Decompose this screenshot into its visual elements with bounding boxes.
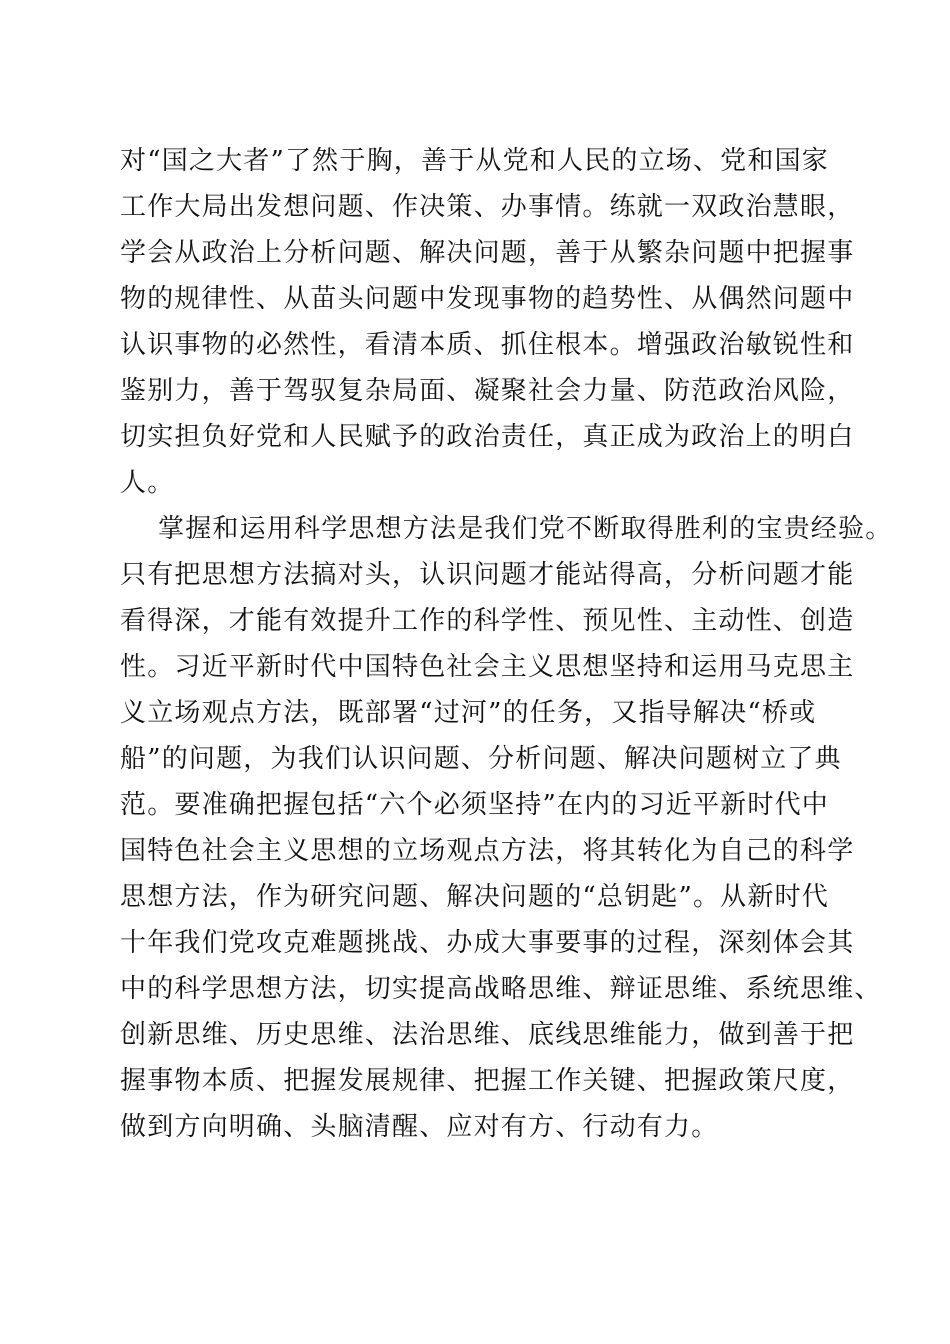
text-line: 义立场观点方法，既部署“过河”的任务，又指导解决“桥或 bbox=[120, 698, 817, 728]
text-line: 鉴别力，善于驾驭复杂局面、凝聚社会力量、防范政治风险， bbox=[120, 376, 855, 406]
text-line: 握事物本质、把握发展规律、把握工作关键、把握政策尺度， bbox=[120, 1066, 855, 1096]
text-line: 物的规律性、从苗头问题中发现事物的趋势性、从偶然问题中 bbox=[120, 284, 855, 314]
text-line: 只有把思想方法搞对头，认识问题才能站得高，分析问题才能 bbox=[120, 560, 855, 590]
text-line: 对“国之大者”了然于胸，善于从党和人民的立场、党和国家 bbox=[120, 146, 829, 176]
text-line: 创新思维、历史思维、法治思维、底线思维能力，做到善于把 bbox=[120, 1020, 855, 1050]
text-line: 中的科学思想方法，切实提高战略思维、辩证思维、系统思维、 bbox=[120, 974, 882, 1004]
text-line: 国特色社会主义思想的立场观点方法，将其转化为自己的科学 bbox=[120, 836, 855, 866]
text-line: 学会从政治上分析问题、解决问题，善于从繁杂问题中把握事 bbox=[120, 238, 855, 268]
paragraph-1 bbox=[120, 138, 855, 506]
document-body bbox=[120, 138, 893, 1150]
text-line: 思想方法，作为研究问题、解决问题的“总钥匙”。从新时代 bbox=[120, 882, 829, 912]
text-line: 性。习近平新时代中国特色社会主义思想坚持和运用马克思主 bbox=[120, 652, 855, 682]
text-line: 船”的问题，为我们认识问题、分析问题、解决问题树立了典 bbox=[120, 744, 842, 774]
text-line: 掌握和运用科学思想方法是我们党不断取得胜利的宝贵经验。 bbox=[158, 514, 893, 544]
paragraph-2 bbox=[120, 506, 893, 1150]
text-line: 切实担负好党和人民赋予的政治责任，真正成为政治上的明白 bbox=[120, 422, 855, 452]
text-line: 看得深，才能有效提升工作的科学性、预见性、主动性、创造 bbox=[120, 606, 855, 636]
text-line: 人。 bbox=[120, 468, 175, 498]
text-line: 做到方向明确、头脑清醒、应对有方、行动有力。 bbox=[120, 1112, 719, 1142]
text-line: 认识事物的必然性，看清本质、抓住根本。增强政治敏锐性和 bbox=[120, 330, 855, 360]
text-line: 十年我们党攻克难题挑战、办成大事要事的过程，深刻体会其 bbox=[120, 928, 855, 958]
text-line: 工作大局出发想问题、作决策、办事情。练就一双政治慧眼， bbox=[120, 192, 855, 222]
text-line: 范。要准确把握包括“六个必须坚持”在内的习近平新时代中 bbox=[120, 790, 829, 820]
